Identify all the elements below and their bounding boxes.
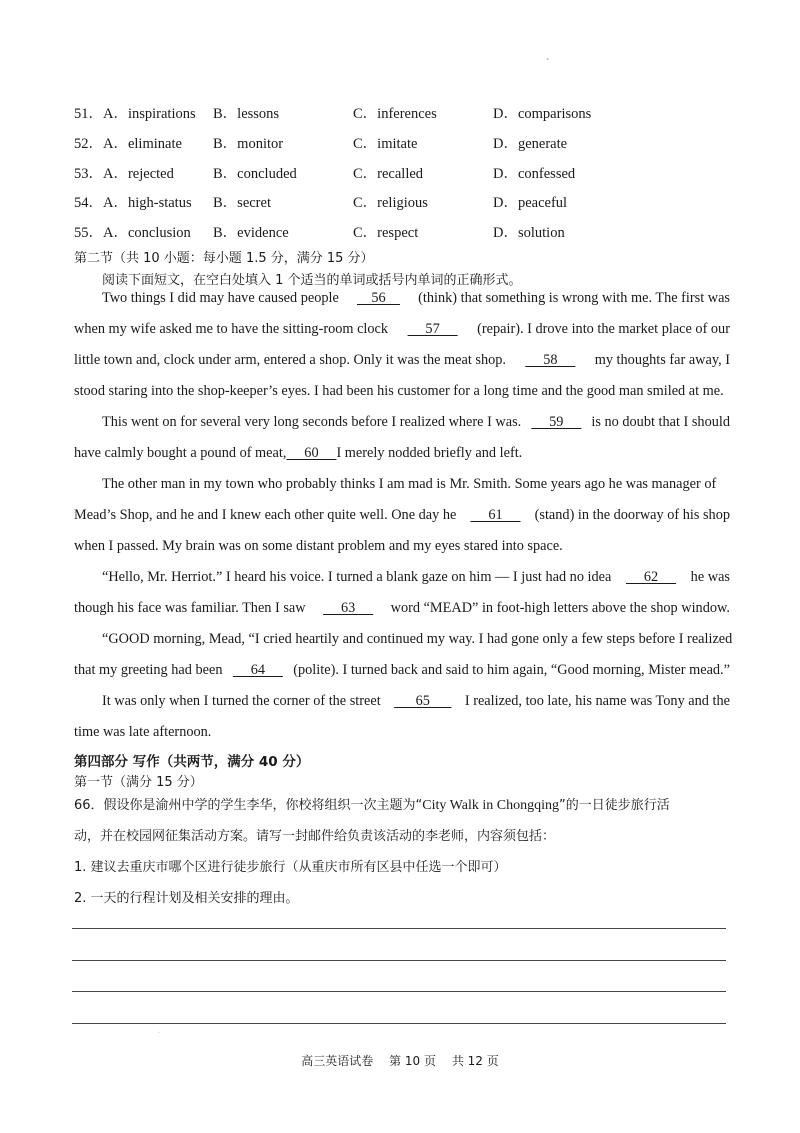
blank-60[interactable]: 60 xyxy=(286,445,337,461)
option-b[interactable]: B．lessons xyxy=(213,106,280,123)
option-row xyxy=(74,187,633,217)
part4-heading: 第四部分 写作（共两节，满分 40 分） xyxy=(74,754,310,770)
option-b[interactable]: B．evidence xyxy=(213,225,289,242)
task-line: 66．假设你是渝州中学的学生李华，你校将组织一次主题为“City Walk in Chongqing”的一日徒步旅行活 xyxy=(74,798,670,813)
passage-line: Two things I did may have caused people 56 (think) that something is wrong with me. The first was xyxy=(74,283,730,314)
passage-line: though his face was familiar. Then I saw 63 word “MEAD” in foot-high letters above the shop window. xyxy=(74,593,730,624)
stray-mark: · xyxy=(158,1030,160,1036)
option-c[interactable]: C．imitate xyxy=(353,136,418,153)
option-row xyxy=(74,128,633,158)
option-a[interactable]: 55．A．conclusion xyxy=(74,225,191,242)
passage-line: when I passed. My brain was on some distant problem and my eyes stared into space. xyxy=(74,538,563,554)
passage-line: stood staring into the shop-keeper’s eyes. I had been his customer for a long time and the good man smiled at me. xyxy=(74,383,724,399)
passage-line: that my greeting had been 64 (polite). I turned back and said to him again, “Good morning, Mister mead.” xyxy=(74,655,730,686)
passage-line: time was late afternoon. xyxy=(74,724,212,740)
option-b[interactable]: B．secret xyxy=(213,195,271,212)
part4-section1-heading: 第一节（满分 15 分） xyxy=(74,775,203,790)
passage-line: “GOOD morning, Mead, “I cried heartily and continued my way. I had gone only a few steps before I realized xyxy=(102,631,733,647)
answer-line[interactable] xyxy=(72,960,726,961)
passage-line: Mead’s Shop, and he and I knew each other quite well. One day he 61 (stand) in the doorway of his shop xyxy=(74,500,730,531)
option-d[interactable]: D．generate xyxy=(493,136,568,153)
option-a[interactable]: 52．A．eliminate xyxy=(74,136,182,153)
page-footer xyxy=(0,1052,800,1069)
option-d[interactable]: D．confessed xyxy=(493,165,576,182)
option-a[interactable]: 53．A．rejected xyxy=(74,165,174,182)
option-a[interactable]: 51．A．inspirations xyxy=(74,106,196,123)
task-line: 1. 建议去重庆市哪个区进行徒步旅行（从重庆市所有区县中任选一个即可） xyxy=(74,860,507,875)
answer-line[interactable] xyxy=(72,991,726,992)
answer-line[interactable] xyxy=(72,928,726,929)
blank-58[interactable]: 58 xyxy=(525,352,576,368)
option-d[interactable]: D．comparisons xyxy=(493,106,592,123)
task-line: 2. 一天的行程计划及相关安排的理由。 xyxy=(74,891,299,906)
answer-line[interactable] xyxy=(72,1023,726,1024)
options-list xyxy=(74,98,633,246)
blank-61[interactable]: 61 xyxy=(470,507,521,523)
passage-line: It was only when I turned the corner of the street 65 I realized, too late, his name was Tony and the xyxy=(74,686,730,717)
passage-line: when my wife asked me to have the sitting-room clock 57 (repair). I drove into the market place of our xyxy=(74,314,730,345)
option-row xyxy=(74,217,633,247)
footer-total: 共 12 页 xyxy=(451,1054,499,1068)
passage-line: The other man in my town who probably thinks I am mad is Mr. Smith. Some years ago he was manager of xyxy=(102,476,717,492)
blank-62[interactable]: 62 xyxy=(626,569,677,585)
blank-63[interactable]: 63 xyxy=(323,600,374,616)
option-c[interactable]: C．respect xyxy=(353,225,419,242)
stray-mark: ˋ xyxy=(546,58,550,69)
footer-page: 第 10 页 xyxy=(389,1054,436,1068)
option-d[interactable]: D．solution xyxy=(493,225,565,242)
option-a[interactable]: 54．A．high-status xyxy=(74,195,192,212)
passage-line: have calmly bought a pound of meat, 60 I merely nodded briefly and left. xyxy=(74,438,730,469)
task-line: 动，并在校园网征集活动方案。请写一封邮件给负责该活动的李老师，内容须包括： xyxy=(74,829,556,844)
passage xyxy=(74,283,733,748)
blank-59[interactable]: 59 xyxy=(531,414,582,430)
option-c[interactable]: C．religious xyxy=(353,195,428,212)
option-row xyxy=(74,98,633,128)
passage-line: little town and, clock under arm, entered a shop. Only it was the meat shop. 58 my thoughts far away, I xyxy=(74,345,730,376)
writing-task xyxy=(74,790,734,914)
section2-heading: 第二节（共 10 小题：每小题 1.5 分，满分 15 分） xyxy=(74,251,374,266)
option-c[interactable]: C．recalled xyxy=(353,165,424,182)
section2-instruction: 阅读下面短文，在空白处填入 1 个适当的单词或括号内单词的正确形式。 xyxy=(102,273,522,288)
passage-line: “Hello, Mr. Herriot.” I heard his voice. I turned a blank gaze on him — I just had no idea 62 he was xyxy=(74,562,730,593)
option-row xyxy=(74,157,633,187)
option-d[interactable]: D．peaceful xyxy=(493,195,568,212)
blank-65[interactable]: 65 xyxy=(394,693,452,709)
footer-subject: 高三英语试卷 xyxy=(301,1054,374,1068)
blank-57[interactable]: 57 xyxy=(407,321,458,337)
passage-line: This went on for several very long seconds before I realized where I was. 59 is no doubt that I should xyxy=(74,407,730,438)
blank-64[interactable]: 64 xyxy=(232,662,283,678)
blank-56[interactable]: 56 xyxy=(357,290,400,306)
option-b[interactable]: B．concluded xyxy=(213,165,297,182)
option-c[interactable]: C．inferences xyxy=(353,106,437,123)
option-b[interactable]: B．monitor xyxy=(213,136,284,153)
